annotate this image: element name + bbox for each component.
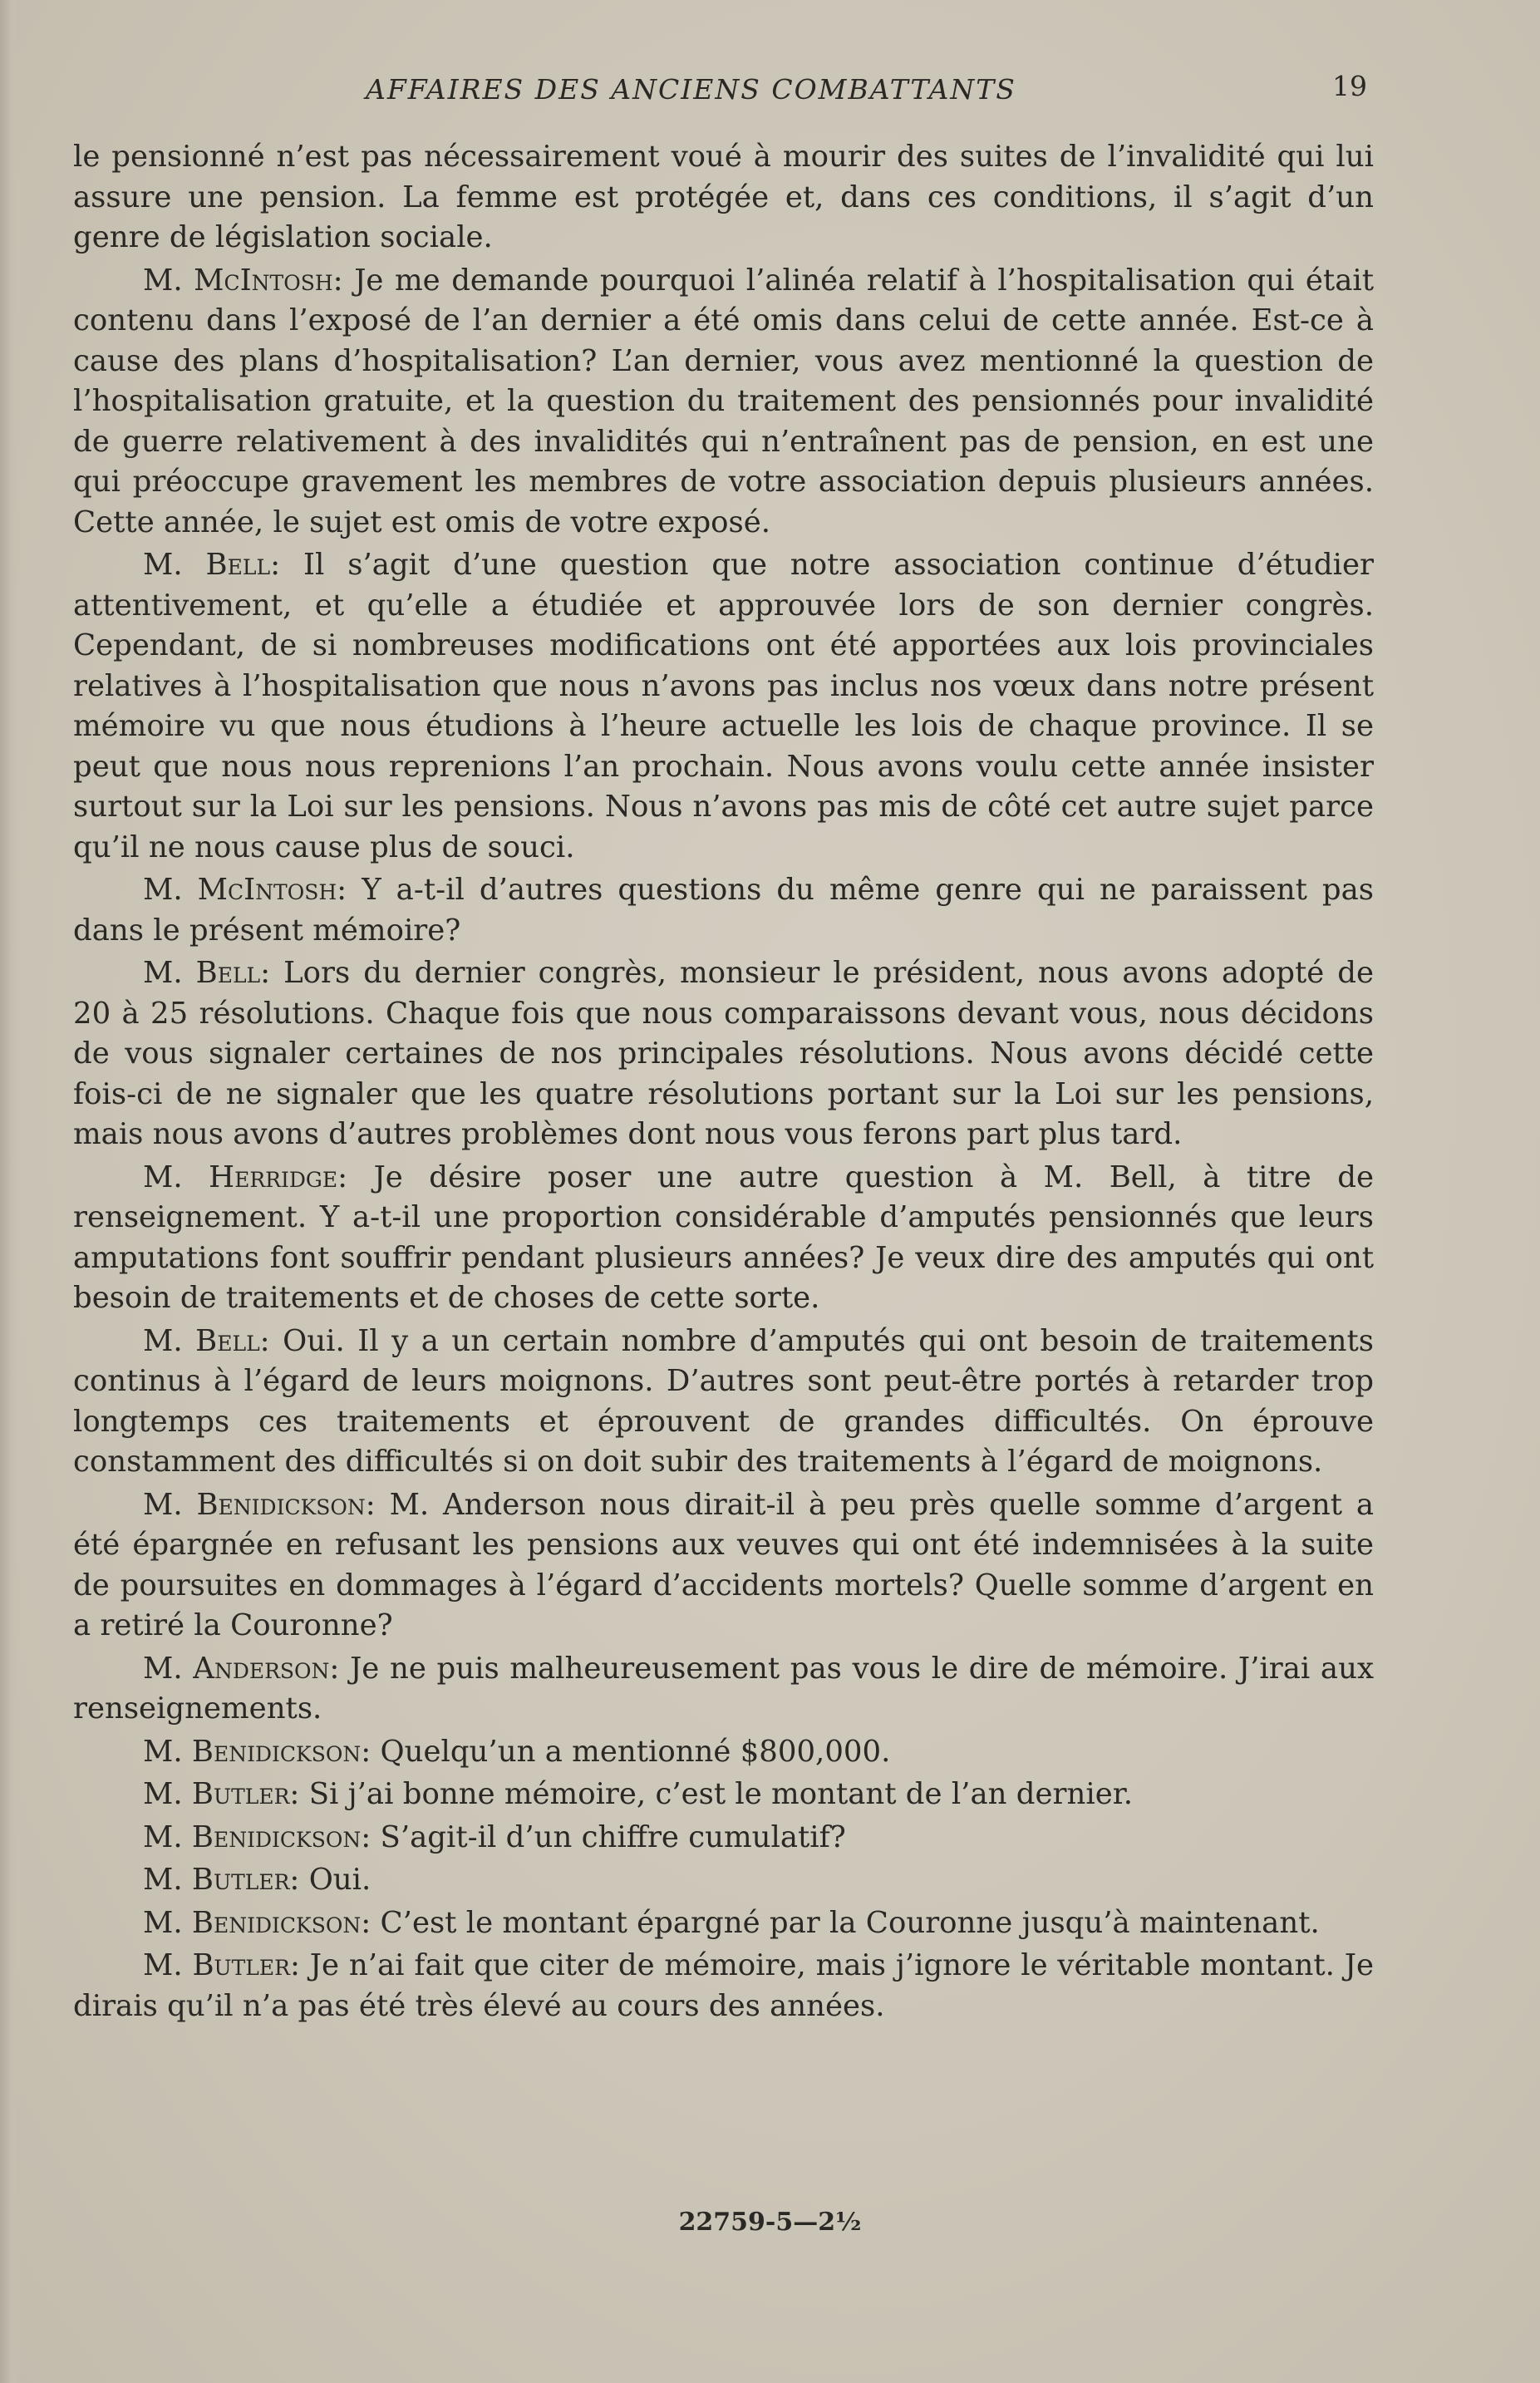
paragraph-text: Lors du dernier congrès, monsieur le président, nous avons adopté de 20 à 25 résolutions. Chaque fois que nous comparaissons devant vous, nous décidons de vous signaler certaines de nos principales résolutions. Nous avons décidé cette fois-ci de ne signaler que les quatre résolutions portant sur la Loi sur les pensions, mais nous avons d’autres problèmes dont nous vous ferons part plus tard. [73,956,1374,1151]
speaker-name: M. Butler: [143,1863,300,1897]
paragraph [73,1818,1374,1859]
paragraph-text: Je ne puis malheureusement pas vous le dire de mémoire. J’irai aux renseignements. [73,1651,1374,1726]
paragraph-text: Y a-t-il d’autres questions du même genre qui ne paraissent pas dans le présent mémoire? [73,873,1374,948]
speaker-name: M. McIntosh: [143,263,343,298]
paragraph-text: Quelqu’un a mentionné $800,000. [380,1734,891,1769]
paragraph-text: S’agit-il d’un chiffre cumulatif? [380,1819,846,1854]
paragraph-text: Oui. Il y a un certain nombre d’amputés qui ont besoin de traitements continus à l’égard de leurs moignons. D’autres sont peut-être portés à retarder trop longtemps ces traitements et éprouvent de grandes difficultés. On éprouve constamment des difficultés si on doit subir des traitements à l’égard de moignons. [73,1323,1375,1479]
paragraph-text: Je n’ai fait que citer de mémoire, mais j’ignore le véritable montant. Je dirais qu’il n’a pas été très élevé au cours des années. [73,1948,1374,2023]
paragraph [73,1649,1374,1730]
page-header [75,68,1367,118]
body-text [73,137,1374,2029]
speaker-name: M. Benidickson: [143,1487,376,1522]
speaker-name: M. Benidickson: [143,1734,371,1769]
running-title: AFFAIRES DES ANCIENS COMBATTANTS [366,73,1016,106]
speaker-name: M. Herridge: [143,1159,348,1194]
paragraph [73,1946,1374,2026]
paragraph-text: Je désire poser une autre question à M. Bell, à titre de renseignement. Y a-t-il une proportion considérable d’amputés pensionnés que leurs amputations font souffrir pendant plusieurs années? Je veux dire des amputés qui ont besoin de traitements et de choses de cette sorte. [73,1159,1374,1315]
paragraph [73,137,1374,258]
paragraph [73,1860,1374,1901]
paragraph [73,1903,1374,1944]
paragraph-text: C’est le montant épargné par la Couronne jusqu’à maintenant. [380,1905,1320,1940]
paragraph-text: Il s’agit d’une question que notre association continue d’étudier attentivement, et qu’elle a étudiée et approuvée lors de son dernier congrès. Cependant, de si nombreuses modifications ont été apportées aux lois provinciales relatives à l’hospitalisation que nous n’avons pas inclus nos vœux dans notre présent mémoire vu que nous étudions à l’heure actuelle les lois de chaque province. Il se peut que nous nous reprenions l’an prochain. Nous avons voulu cette année insister surtout sur la Loi sur les pensions. Nous n’avons pas mis de côté cet autre sujet parce qu’il ne nous cause plus de souci. [73,548,1374,864]
speaker-name: M. Anderson: [143,1651,340,1686]
paragraph [73,1775,1374,1815]
signature-mark: 22759-5—2½ [678,2208,862,2237]
page-binding-edge [0,0,22,2383]
speaker-name: M. Benidickson: [143,1905,371,1940]
paragraph [73,1485,1374,1647]
speaker-name: M. Bell: [143,548,281,582]
paragraph [73,953,1374,1155]
paragraph [73,545,1374,868]
paragraph-text: Si j’ai bonne mémoire, c’est le montant de l’an dernier. [308,1777,1134,1811]
paragraph-text: le pensionné n’est pas nécessairement voué à mourir des suites de l’invalidité qui lui assure une pension. La femme est protégée et, dans ces conditions, il s’agit d’un genre de législation sociale. [73,140,1374,254]
page-number: 19 [1332,70,1367,102]
speaker-name: M. Butler: [143,1948,300,1982]
paragraph [73,1158,1374,1319]
speaker-name: M. McIntosh: [143,873,347,907]
paragraph-text: Je me demande pourquoi l’alinéa relatif à l’hospitalisation qui était contenu dans l’exposé de l’an dernier a été omis dans celui de cette année. Est-ce à cause des plans d’hospitalisation? L’an dernier, vous avez mentionné la question de l’hospitalisation gratuite, et la question du traitement des pensionnés pour invalidité de guerre relativement à des invalidités qui n’entraînent pas de pension, en est une qui préoccupe gravement les membres de votre association depuis plusieurs années. Cette année, le sujet est omis de votre exposé. [73,263,1374,539]
paragraph-text: Oui. [308,1863,371,1897]
speaker-name: M. Bell: [143,956,271,990]
paragraph [73,1732,1374,1773]
paragraph [73,870,1374,951]
paragraph-text: M. Anderson nous dirait-il à peu près quelle somme d’argent a été épargnée en refusant les pensions aux veuves qui ont été indemnisées à la suite de poursuites en dommages à l’égard d’accidents mortels? Quelle somme d’argent en a retiré la Couronne? [73,1487,1374,1642]
paragraph [73,261,1374,544]
speaker-name: M. Butler: [143,1777,300,1811]
speaker-name: M. Bell: [143,1323,270,1358]
speaker-name: M. Benidickson: [143,1819,371,1854]
paragraph [73,1322,1374,1483]
